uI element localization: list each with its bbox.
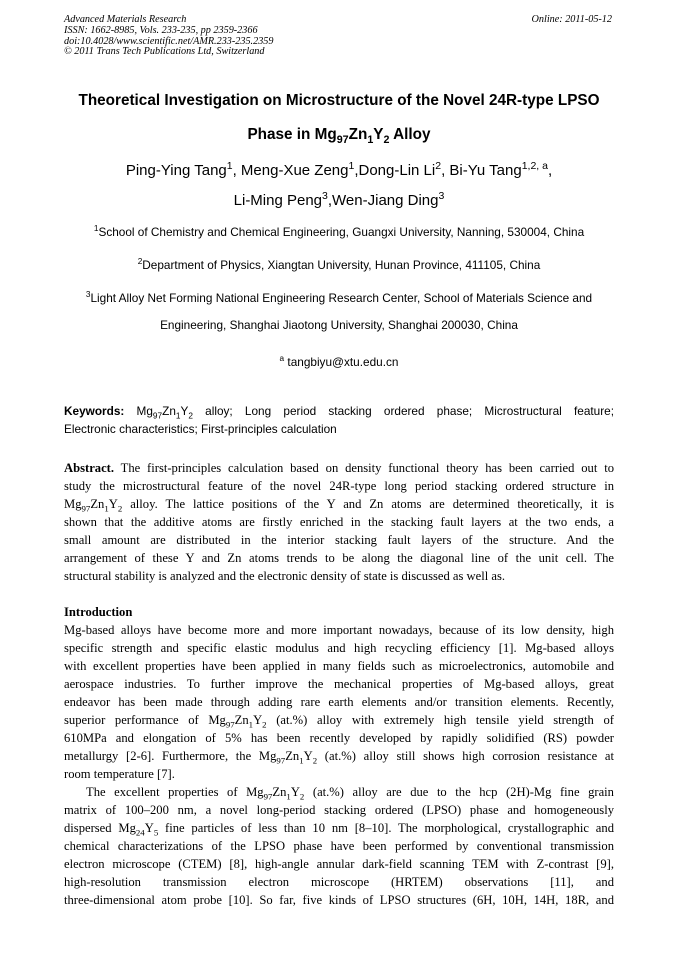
author: Li-Ming Peng	[233, 192, 323, 209]
author: , Meng-Xue Zeng	[232, 162, 349, 179]
online-date: Online: 2011-05-12	[531, 14, 612, 25]
journal-name: Advanced Materials Research	[64, 14, 187, 25]
copyright-line: © 2011 Trans Tech Publications Ltd, Switzerland	[64, 46, 265, 58]
abstract-label: Abstract.	[64, 461, 115, 475]
issn-line: ISSN: 1662-8985, Vols. 233-235, pp 2359-2366	[64, 24, 258, 36]
paper-title-line2: Phase in $Mg_{97}Zn_1Y_2$ Alloy	[247, 126, 431, 147]
affiliation-1: $^1$School of Chemistry and Chemical Engineering, Guangxi University, Nanning, 530004, China	[93, 224, 585, 239]
authors-line1: Ping-Ying Tang$^1$, Meng-Xue Zeng$^1$,Dong-Lin Li$^2$, Bi-Yu Tang$^{1,2, a}$,	[125, 160, 553, 179]
author: , Bi-Yu Tang	[441, 162, 522, 179]
author: ,Wen-Jiang Ding	[327, 192, 439, 209]
paper-title-line1: Theoretical Investigation on Microstructure of the Novel 24R-type LPSO	[78, 92, 600, 109]
affiliation-3-line2: Engineering, Shanghai Jiaotong University, Shanghai 200030, China	[160, 318, 518, 332]
affiliation-3-line1: $^3$Light Alloy Net Forming National Engineering Research Center, School of Materials Science and	[85, 290, 593, 305]
keywords-line2: Electronic characteristics; First-principles calculation	[64, 422, 337, 436]
introduction-section: Introduction Mg-based alloys have become more and more important nowadays, because of its low density, high specific strength and specific elastic modulus and high recycling efficiency [1]. Mg-based alloys with excellent properties have been applied in many fields such as microelectronics, automobile and aerospace industries. To further improve the mechanical properties of Mg-based alloys, great endeavor has been made through adding rare earth elements and/or transition elements. Recently, superior performance of $Mg_{97}Zn_1Y_2$ (at.%) alloy with extremely high tensile yield strength of 610MPa and elongation of 5% has been recently developed by rapidly solidified (RS) powder metallurgy [2-6]. Furthermore, the $Mg_{97}Zn_1Y_2$ (at.%) alloy still shows high corrosion resistance at room temperature [7]. The excellent properties of $Mg_{97}Zn_1Y_2$ (at.%) alloy are due to the hcp (2H)-Mg fine grain matrix of 100–200 nm, a novel long-period stacking ordered (LPSO) phase and homogeneously dispersed $Mg_{24}Y_5$ fine particles of less than 10 nm [8–10]. The morphological, crystallographic and chemical characterizations of the LPSO phase have been performed by conventional transmission electron microscope (CTEM) [8], high-angle annular dark-field scanning TEM with Z-contrast [9], high-resolution transmission electron microscope (HRTEM) observations [11], and three-dimensional atom probe [10]. So far, five kinds of LPSO structures (6H, 10H, 14H, 18R, and	[64, 605, 614, 907]
doi-line: doi:10.4028/www.scientific.net/AMR.233-235.2359	[64, 35, 274, 47]
authors-line2: Li-Ming Peng$^3$,Wen-Jiang Ding$^3$	[233, 190, 445, 209]
affiliation-2: $^2$Department of Physics, Xiangtan University, Hunan Province, 411105, China	[137, 257, 541, 272]
keywords-line1: Keywords: $Mg_{97}Zn_1Y_2$ alloy; Long period stacking ordered phase; Microstructural feature;	[64, 404, 614, 421]
keywords-block	[64, 402, 614, 438]
author: Ping-Ying Tang	[125, 162, 227, 179]
journal-header	[64, 15, 273, 58]
contact-email: $^a$ tangbiyu@xtu.edu.cn	[279, 354, 399, 369]
abstract: Abstract. The first-principles calculation based on density functional theory has been carried out to study the microstructural feature of the novel 24R-type long period stacking ordered structure in $Mg_{97}Zn_1Y_2$ alloy. The lattice positions of the Y and Zn atoms are determined theoretically, it is shown that the additive atoms are firstly enriched in the stacking fault layers at the two ends, a small amount are distributed in the interior stacking fault layers of the structure. And the arrangement of these Y and Zn atoms trends to be along the diagonal line of the unit cell. The structural stability is analyzed and the electronic density of state is discussed as well as.	[64, 461, 614, 583]
section-heading: Introduction	[64, 605, 133, 619]
author: ,Dong-Lin Li	[354, 162, 436, 179]
keywords-label: Keywords:	[64, 404, 125, 418]
